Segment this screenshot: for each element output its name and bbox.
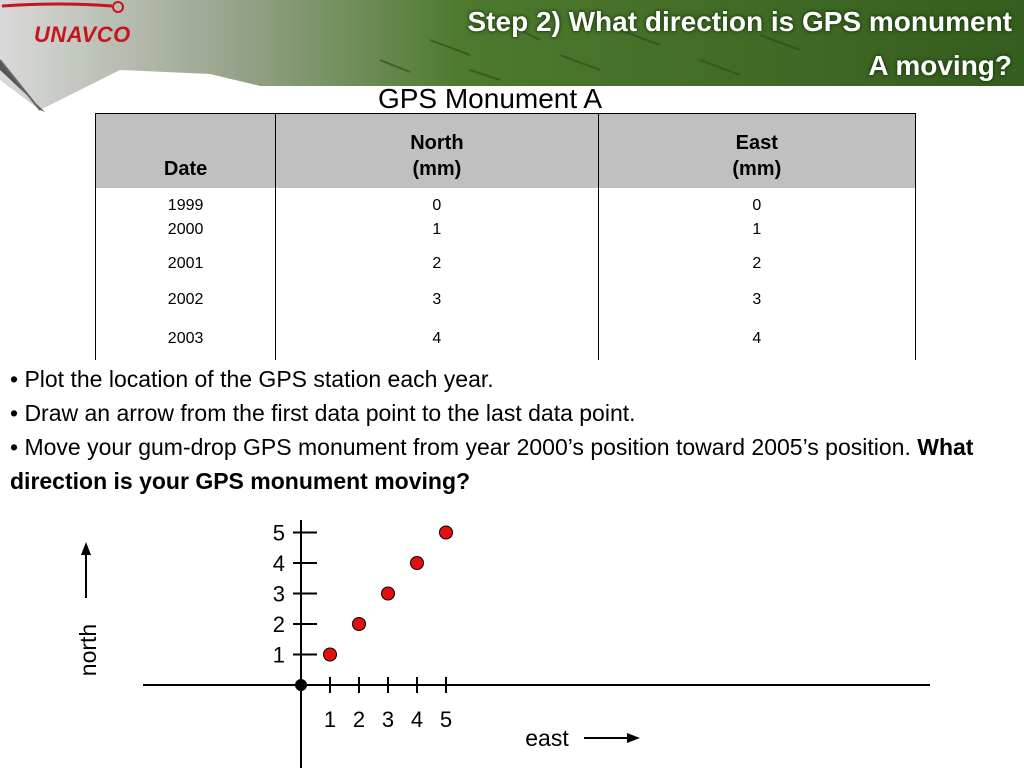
bullet-3-text: • Move your gum-drop GPS monument from year 2000’s position toward 2005’s position. xyxy=(10,434,918,460)
bullet-3-question: What direction is your GPS monument moving? xyxy=(10,434,974,494)
cell-north: 1 xyxy=(276,218,598,246)
position-plot xyxy=(0,500,1024,768)
bullet-2: • Draw an arrow from the first data point to the last data point. xyxy=(10,400,636,426)
y-tick-label: 5 xyxy=(272,520,285,546)
x-tick-label: 2 xyxy=(352,707,366,732)
y-tick-label: 1 xyxy=(272,642,285,668)
bullet-1: • Plot the location of the GPS station each year. xyxy=(10,366,494,392)
data-points xyxy=(324,526,453,661)
x-tick-label: 4 xyxy=(410,707,424,732)
data-point xyxy=(411,557,424,570)
y-axis-label: north xyxy=(75,623,101,677)
north-arrow-icon xyxy=(81,542,91,555)
unavco-logo: UNAVCO xyxy=(34,22,131,47)
data-point xyxy=(353,618,366,631)
data-point xyxy=(382,587,395,600)
data-point xyxy=(324,648,337,661)
table-row xyxy=(96,246,916,282)
cell-date: 2001 xyxy=(96,246,276,282)
y-tick-label: 4 xyxy=(272,551,285,576)
origin-marker xyxy=(295,679,307,691)
header-north-line2: (mm) xyxy=(412,158,462,180)
cell-date: 2002 xyxy=(96,282,276,318)
table-row xyxy=(96,218,916,246)
x-tick-label: 5 xyxy=(439,707,453,732)
table-row xyxy=(96,188,916,218)
y-direction-arrow xyxy=(81,542,91,598)
cell-north: 3 xyxy=(276,282,598,318)
cell-east: 1 xyxy=(598,218,915,246)
x-tick-label: 1 xyxy=(323,707,337,732)
cell-date: 1999 xyxy=(96,188,276,218)
y-ticks xyxy=(273,521,317,668)
logo-swoosh-icon xyxy=(0,0,130,14)
x-axis-label: east xyxy=(525,725,569,751)
y-tick-label: 2 xyxy=(272,612,285,637)
cell-east: 3 xyxy=(598,282,915,318)
instructions xyxy=(10,362,1020,498)
cell-east: 4 xyxy=(598,318,915,360)
header-date xyxy=(96,114,276,189)
cell-date: 2003 xyxy=(96,318,276,360)
table-header-row xyxy=(96,114,916,189)
title-line-2: A moving? xyxy=(868,50,1012,81)
cell-north: 2 xyxy=(276,246,598,282)
header-east xyxy=(598,114,915,189)
x-direction-arrow xyxy=(584,733,640,743)
table-title: GPS Monument A xyxy=(377,83,603,114)
title-line-1: Step 2) What direction is GPS monument xyxy=(467,6,1012,37)
header-north-line1: North xyxy=(410,132,464,154)
table-row xyxy=(96,318,916,360)
east-arrow-icon xyxy=(627,733,640,743)
bullet-3 xyxy=(10,430,1020,498)
cell-east: 0 xyxy=(598,188,915,218)
data-point xyxy=(440,526,453,539)
cell-east: 2 xyxy=(598,246,915,282)
header-east-line1: East xyxy=(735,132,778,154)
page-title xyxy=(312,0,1012,88)
gps-data-table xyxy=(95,113,916,360)
header-date-line2: Date xyxy=(163,158,208,180)
y-tick-label: 3 xyxy=(272,581,285,607)
cell-date: 2000 xyxy=(96,218,276,246)
header-north xyxy=(276,114,598,189)
cell-north: 4 xyxy=(276,318,598,360)
header-east-line2: (mm) xyxy=(732,158,782,180)
table-row xyxy=(96,282,916,318)
cell-north: 0 xyxy=(276,188,598,218)
x-tick-label: 3 xyxy=(381,707,395,732)
